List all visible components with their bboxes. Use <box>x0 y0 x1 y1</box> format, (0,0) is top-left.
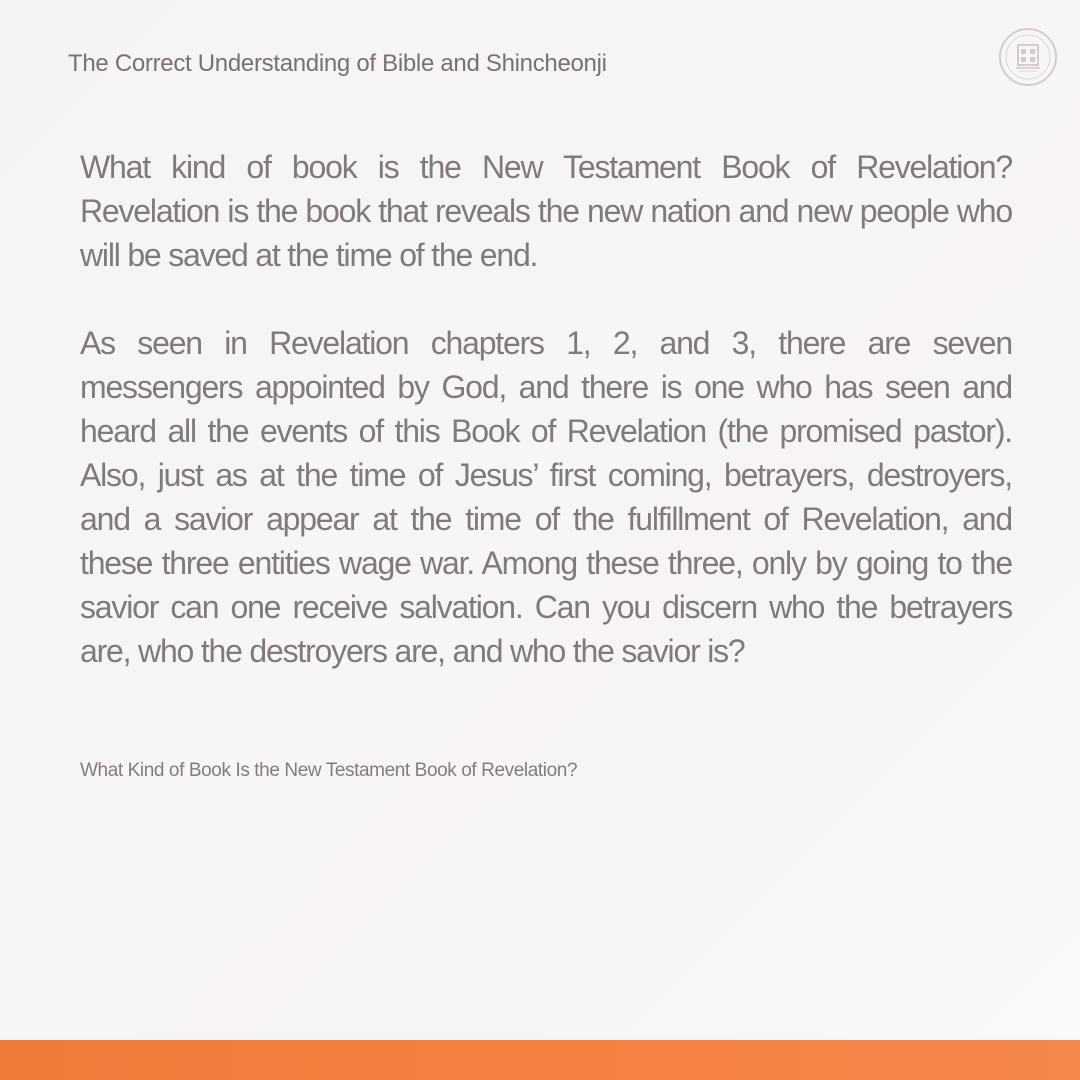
page-header-title: The Correct Understanding of Bible and Shincheonji <box>68 50 607 77</box>
footer-accent-bar <box>0 1040 1080 1080</box>
article-caption: What Kind of Book Is the New Testament Book of Revelation? <box>80 760 578 781</box>
church-emblem-icon <box>999 28 1057 86</box>
main-body-text <box>80 145 1012 673</box>
paragraph-intro: What kind of book is the New Testament Book of Revelation? Revelation is the book that reveals the new nation and new people who will be saved at the time of the end. <box>80 149 1012 273</box>
paragraph-explanation: As seen in Revelation chapters 1, 2, and 3, there are seven messengers appointed by God, and there is one who has seen and heard all the events of this Book of Revelation (the promised pastor). Also, just as at the time of Jesus’ first coming, betrayers, destroyers, and a savior appear at the time of the fulfillment of Revelation, and these three entities wage war. Among these three, only by going to the savior can one receive salvation. Can you discern who the betrayers are, who the destroyers are, and who the savior is? <box>80 325 1012 669</box>
